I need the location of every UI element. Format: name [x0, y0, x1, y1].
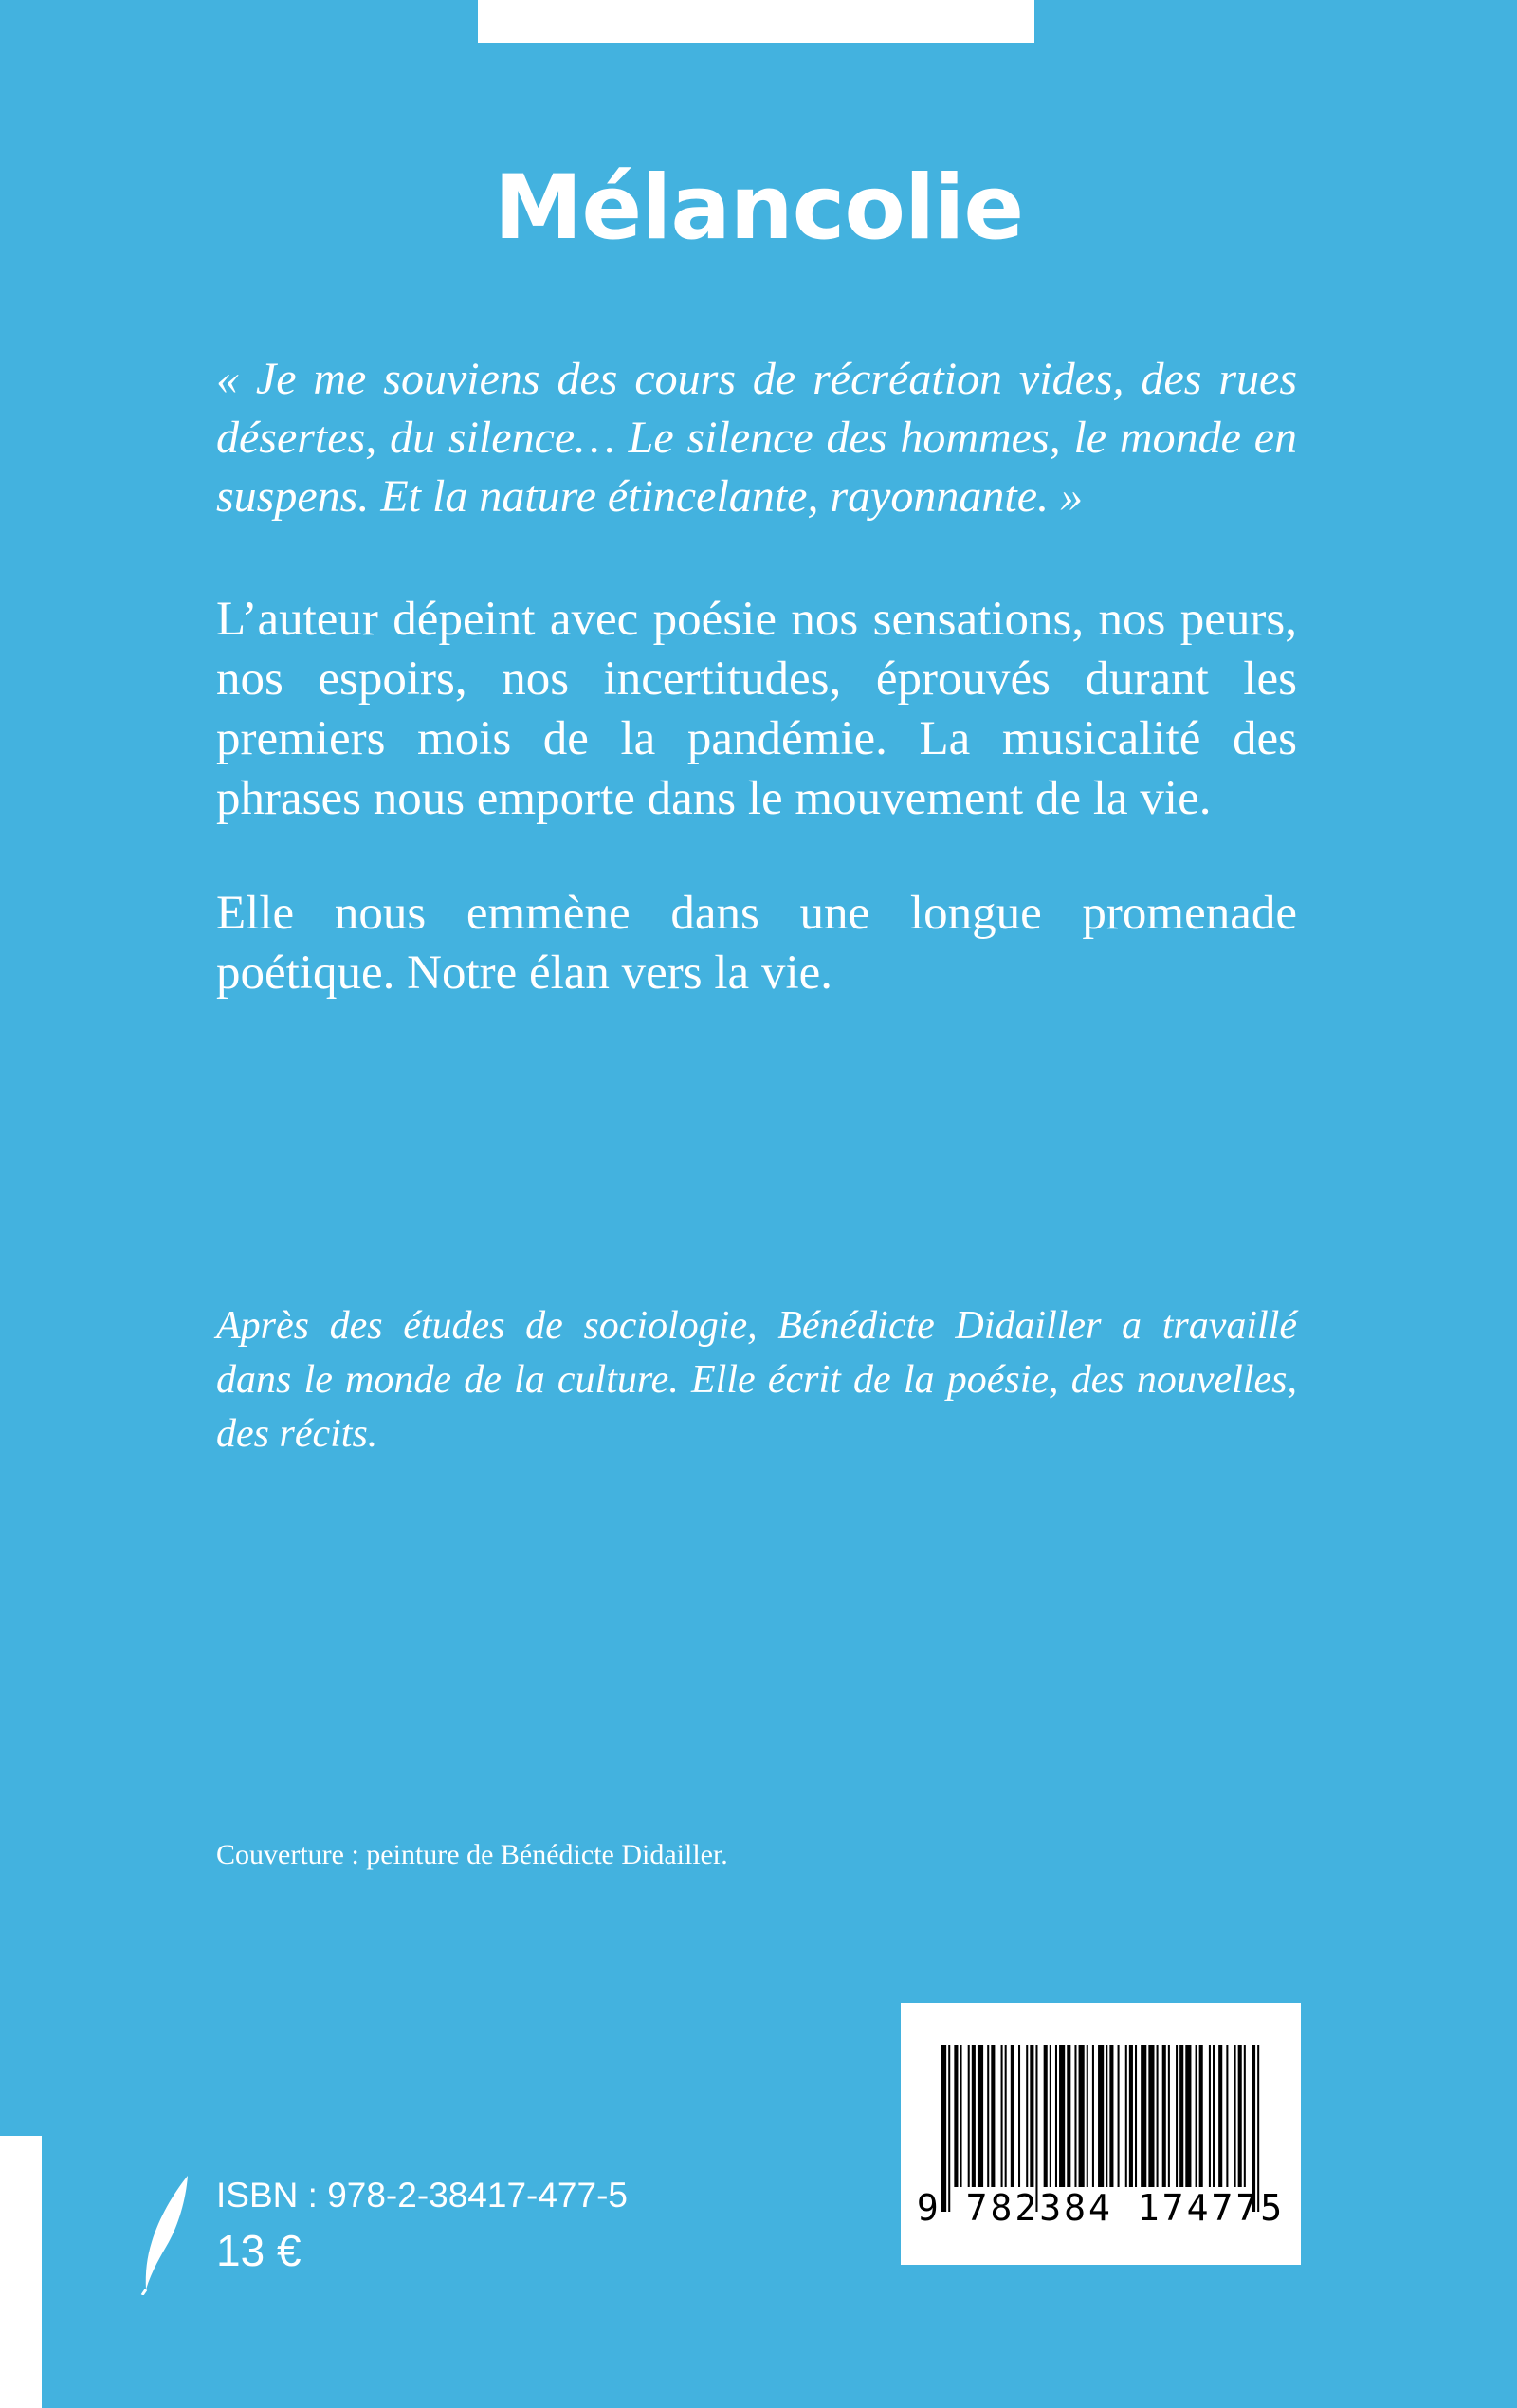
- blurb-paragraph-1: L’auteur dépeint avec poésie nos sensations, nos peurs, nos espoirs, nos incertitudes, éprouvés durant les premiers mois de la pandémie. La musicalité des phrases nous emporte dans le mouvement de la vie.: [216, 593, 1297, 825]
- top-white-strip: [478, 0, 1034, 43]
- left-white-strip: [0, 2136, 42, 2408]
- feather-icon: [138, 2172, 195, 2295]
- price-label: 13 €: [216, 2226, 302, 2275]
- book-title: Mélancolie: [493, 156, 1024, 260]
- barcode-panel: [901, 2003, 1301, 2265]
- isbn-label: ISBN : 978-2-38417-477-5: [216, 2176, 628, 2215]
- cover-credit: Couverture : peinture de Bénédicte Didailler.: [216, 1839, 728, 1870]
- opening-quote: « Je me souviens des cours de récréation vides, des rues désertes, du silence… Le silence des hommes, le monde en suspens. Et la nature étincelante, rayonnante. »: [216, 354, 1297, 522]
- blurb-paragraph-2: Elle nous emmène dans une longue promenade poétique. Notre élan vers la vie.: [216, 887, 1297, 1000]
- author-bio: Après des études de sociologie, Bénédicte Didailler a travaillé dans le monde de la culture. Elle écrit de la poésie, des nouvelles, des récits.: [216, 1304, 1297, 1456]
- barcode-digits: 9 782384 174775: [916, 2187, 1286, 2229]
